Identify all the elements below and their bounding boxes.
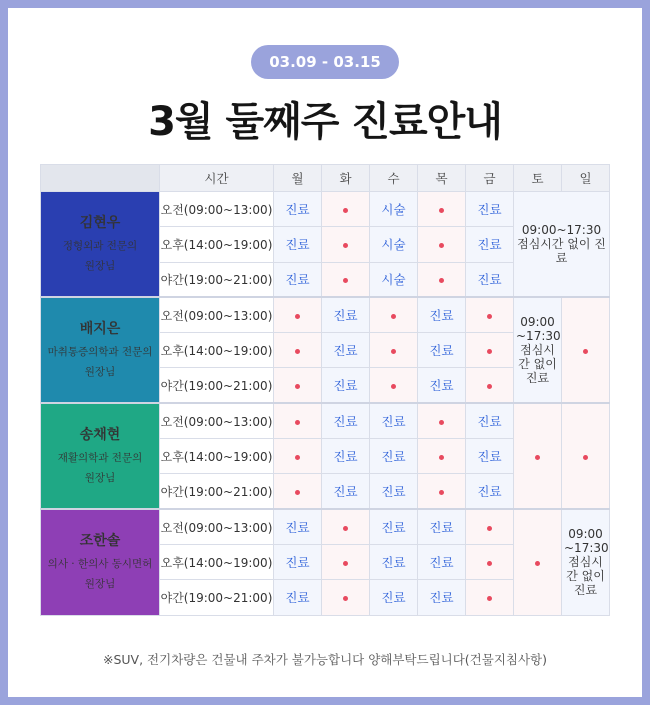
clinic-status: 진료 <box>477 484 502 500</box>
clinic-status: 진료 <box>381 484 406 500</box>
day-off-cell <box>418 262 466 297</box>
clinic-cell <box>418 509 466 544</box>
clinic-cell <box>370 403 418 438</box>
clinic-status: 시술 <box>381 237 406 253</box>
clinic-status: 진료 <box>285 237 310 253</box>
closed-dot-icon <box>343 596 348 601</box>
doctor-dept: 정형외과 전문의 <box>62 240 138 253</box>
schedule-row <box>41 509 610 544</box>
time-slot: 야간(19:00~21:00) <box>160 368 274 403</box>
clinic-status: 시술 <box>381 202 406 218</box>
clinic-status: 진료 <box>333 308 358 324</box>
clinic-cell <box>274 509 322 544</box>
clinic-cell <box>418 297 466 332</box>
time-slot: 오전(09:00~13:00) <box>160 297 274 332</box>
doctor-name: 송채현 <box>79 427 121 444</box>
clinic-status: 진료 <box>333 449 358 465</box>
clinic-cell <box>322 403 370 438</box>
closed-dot-icon <box>343 526 348 531</box>
doctor-title: 원장님 <box>84 260 116 273</box>
clinic-status: 진료 <box>477 449 502 465</box>
clinic-cell <box>466 262 514 297</box>
clinic-status: 진료 <box>477 272 502 288</box>
header-sat: 토 <box>514 165 562 192</box>
clinic-status: 진료 <box>429 555 454 571</box>
schedule-table <box>40 164 610 616</box>
time-slot: 야간(19:00~21:00) <box>160 580 274 615</box>
clinic-cell <box>370 544 418 579</box>
day-off-cell <box>274 403 322 438</box>
closed-dot-icon <box>295 349 300 354</box>
header-mon: 월 <box>274 165 322 192</box>
day-off-cell <box>322 227 370 262</box>
day-off-cell <box>322 262 370 297</box>
header-time: 시간 <box>160 165 274 192</box>
clinic-cell <box>274 580 322 615</box>
closed-dot-icon <box>343 561 348 566</box>
clinic-cell <box>274 192 322 227</box>
day-off-cell <box>370 333 418 368</box>
day-off-cell <box>322 192 370 227</box>
schedule-row <box>41 192 610 227</box>
clinic-status: 진료 <box>477 202 502 218</box>
clinic-status: 진료 <box>477 237 502 253</box>
date-range-badge: 03.09 - 03.15 <box>251 45 399 79</box>
closed-dot-icon <box>295 314 300 319</box>
day-off-cell <box>322 580 370 615</box>
clinic-cell <box>466 192 514 227</box>
doctor-cell <box>41 403 160 509</box>
closed-dot-icon <box>439 243 444 248</box>
doctor-title: 원장님 <box>84 472 116 485</box>
doctor-title: 원장님 <box>84 578 116 591</box>
clinic-status: 시술 <box>381 272 406 288</box>
doctor-cell <box>41 297 160 403</box>
clinic-cell <box>370 474 418 509</box>
time-slot: 오전(09:00~13:00) <box>160 403 274 438</box>
time-slot: 오후(14:00~19:00) <box>160 439 274 474</box>
closed-dot-icon <box>439 278 444 283</box>
day-off-cell <box>322 509 370 544</box>
closed-dot-icon <box>535 561 540 566</box>
day-off-cell <box>418 227 466 262</box>
closed-dot-icon <box>295 490 300 495</box>
closed-dot-icon <box>295 455 300 460</box>
clinic-status: 진료 <box>429 343 454 359</box>
day-off-cell <box>370 297 418 332</box>
clinic-status: 진료 <box>381 520 406 536</box>
doctor-dept: 재활의학과 전문의 <box>57 452 143 465</box>
saturday-off-cell <box>514 403 562 509</box>
day-off-cell <box>466 544 514 579</box>
day-off-cell <box>466 297 514 332</box>
clinic-cell <box>322 297 370 332</box>
closed-dot-icon <box>583 455 588 460</box>
clinic-status: 진료 <box>381 555 406 571</box>
time-slot: 오전(09:00~13:00) <box>160 509 274 544</box>
doctor-title: 원장님 <box>84 366 116 379</box>
time-slot: 오후(14:00~19:00) <box>160 544 274 579</box>
table-header-row <box>41 165 610 192</box>
schedule-row <box>41 297 610 332</box>
closed-dot-icon <box>487 314 492 319</box>
sunday-off-cell <box>562 297 610 403</box>
clinic-cell <box>466 227 514 262</box>
clinic-cell <box>418 580 466 615</box>
doctor-name: 조한솔 <box>79 533 121 550</box>
clinic-status: 진료 <box>429 308 454 324</box>
saturday-off-cell <box>514 509 562 615</box>
clinic-cell <box>322 439 370 474</box>
clinic-cell <box>274 262 322 297</box>
closed-dot-icon <box>343 208 348 213</box>
clinic-cell <box>466 439 514 474</box>
clinic-status: 진료 <box>333 343 358 359</box>
doctor-cell <box>41 192 160 298</box>
clinic-cell <box>274 227 322 262</box>
day-off-cell <box>418 439 466 474</box>
time-slot: 야간(19:00~21:00) <box>160 262 274 297</box>
clinic-status: 진료 <box>429 520 454 536</box>
clinic-status: 진료 <box>381 590 406 606</box>
clinic-status: 진료 <box>381 449 406 465</box>
day-off-cell <box>274 297 322 332</box>
clinic-status: 진료 <box>285 520 310 536</box>
clinic-status: 진료 <box>333 378 358 394</box>
closed-dot-icon <box>487 384 492 389</box>
clinic-status: 진료 <box>285 555 310 571</box>
day-off-cell <box>274 368 322 403</box>
clinic-status: 진료 <box>285 272 310 288</box>
parking-notice: ※SUV, 전기차량은 건물내 주차가 불가능합니다 양해부탁드립니다(건물지침사항) <box>102 652 548 667</box>
schedule-row <box>41 403 610 438</box>
schedule-card <box>8 8 642 697</box>
day-off-cell <box>418 474 466 509</box>
closed-dot-icon <box>439 455 444 460</box>
doctor-name: 배지은 <box>79 321 121 338</box>
doctor-dept: 의사 · 한의사 동시면허 <box>47 558 153 571</box>
clinic-cell <box>322 333 370 368</box>
weekend-hours-cell: 09:00~17:30 점심시간 없이 진료 <box>514 192 610 298</box>
closed-dot-icon <box>583 349 588 354</box>
day-off-cell <box>466 368 514 403</box>
day-off-cell <box>418 403 466 438</box>
doctor-name: 김현우 <box>79 215 121 232</box>
doctor-dept: 마취통증의학과 전문의 <box>47 346 153 359</box>
saturday-hours-cell: 09:00 ~17:30 점심시간 없이 진료 <box>514 297 562 403</box>
sunday-hours-cell: 09:00 ~17:30 점심시간 없이 진료 <box>562 509 610 615</box>
doctor-cell <box>41 509 160 615</box>
header-thu: 목 <box>418 165 466 192</box>
clinic-cell <box>370 227 418 262</box>
closed-dot-icon <box>439 208 444 213</box>
clinic-cell <box>322 474 370 509</box>
header-fri: 금 <box>466 165 514 192</box>
closed-dot-icon <box>487 349 492 354</box>
page-title: 3월 둘째주 진료안내 <box>148 99 502 145</box>
header-wed: 수 <box>370 165 418 192</box>
closed-dot-icon <box>343 278 348 283</box>
day-off-cell <box>274 439 322 474</box>
closed-dot-icon <box>487 526 492 531</box>
closed-dot-icon <box>535 455 540 460</box>
day-off-cell <box>322 544 370 579</box>
clinic-status: 진료 <box>429 590 454 606</box>
closed-dot-icon <box>439 490 444 495</box>
closed-dot-icon <box>343 243 348 248</box>
clinic-status: 진료 <box>381 414 406 430</box>
day-off-cell <box>418 192 466 227</box>
clinic-cell <box>370 509 418 544</box>
closed-dot-icon <box>391 314 396 319</box>
clinic-cell <box>370 262 418 297</box>
sunday-off-cell <box>562 403 610 509</box>
clinic-cell <box>466 474 514 509</box>
closed-dot-icon <box>439 420 444 425</box>
clinic-cell <box>370 192 418 227</box>
day-off-cell <box>466 580 514 615</box>
header-sun: 일 <box>562 165 610 192</box>
clinic-cell <box>274 544 322 579</box>
day-off-cell <box>370 368 418 403</box>
clinic-status: 진료 <box>285 590 310 606</box>
clinic-status: 진료 <box>333 484 358 500</box>
closed-dot-icon <box>295 384 300 389</box>
clinic-cell <box>418 544 466 579</box>
closed-dot-icon <box>391 384 396 389</box>
header-corner <box>41 165 160 192</box>
clinic-cell <box>322 368 370 403</box>
time-slot: 야간(19:00~21:00) <box>160 474 274 509</box>
clinic-status: 진료 <box>429 378 454 394</box>
clinic-cell <box>418 368 466 403</box>
clinic-status: 진료 <box>333 414 358 430</box>
header-tue: 화 <box>322 165 370 192</box>
closed-dot-icon <box>391 349 396 354</box>
clinic-cell <box>418 333 466 368</box>
clinic-status: 진료 <box>285 202 310 218</box>
day-off-cell <box>466 333 514 368</box>
closed-dot-icon <box>487 596 492 601</box>
clinic-cell <box>370 580 418 615</box>
time-slot: 오전(09:00~13:00) <box>160 192 274 227</box>
day-off-cell <box>466 509 514 544</box>
clinic-cell <box>466 403 514 438</box>
day-off-cell <box>274 474 322 509</box>
clinic-status: 진료 <box>477 414 502 430</box>
day-off-cell <box>274 333 322 368</box>
time-slot: 오후(14:00~19:00) <box>160 333 274 368</box>
clinic-cell <box>370 439 418 474</box>
closed-dot-icon <box>487 561 492 566</box>
closed-dot-icon <box>295 420 300 425</box>
time-slot: 오후(14:00~19:00) <box>160 227 274 262</box>
